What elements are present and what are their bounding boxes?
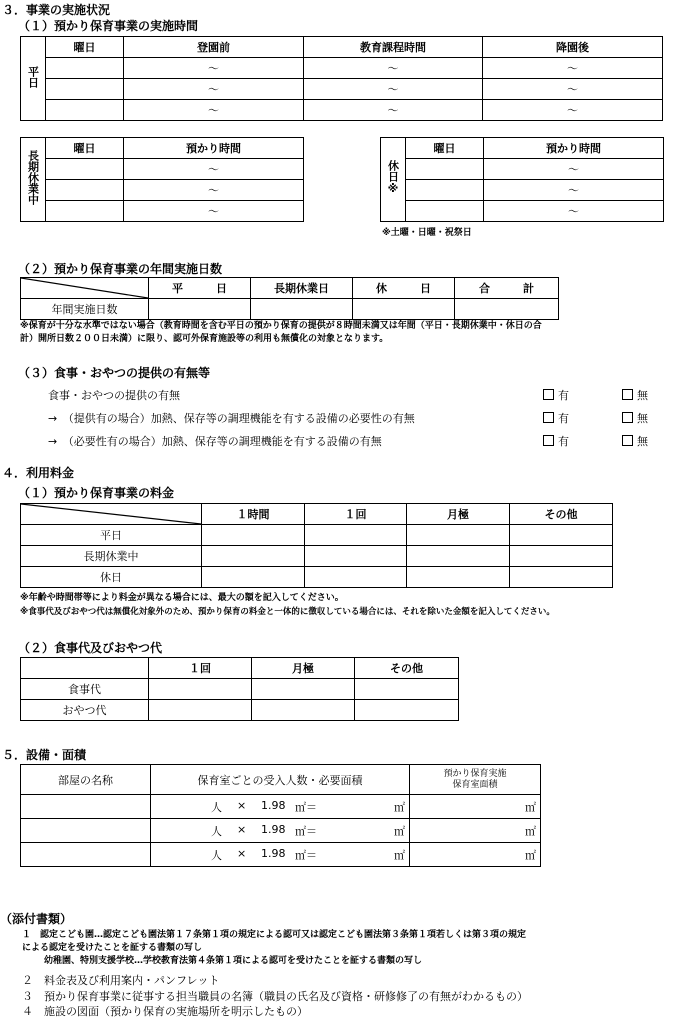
day-cell[interactable] <box>406 180 484 201</box>
day-cell[interactable] <box>46 79 124 100</box>
equipment-exists-label: → （必要性有の場合）加熱、保存等の調理機能を有する設備の有無 <box>48 435 382 448</box>
holiday-days-cell[interactable] <box>353 299 455 320</box>
header-day: 曜日 <box>46 138 124 159</box>
annual-days-table <box>20 277 559 320</box>
fee-cell[interactable] <box>202 546 305 567</box>
before-cell[interactable]: ～ <box>124 79 304 100</box>
day-cell[interactable] <box>46 180 124 201</box>
attachment-2: ２ 料金表及び利用案内・パンフレット <box>22 974 220 987</box>
equipment-need-no-option[interactable]: 無 <box>622 410 648 426</box>
table-row <box>21 201 304 222</box>
fee-cell[interactable] <box>305 525 407 546</box>
room-area-cell[interactable]: ㎡ <box>410 795 541 819</box>
capacity-cell[interactable]: 人 × 1.98 ㎡＝ ㎡ <box>151 843 410 867</box>
section4-1-title: （１）預かり保育事業の料金 <box>18 486 175 500</box>
holiday-table <box>380 137 664 222</box>
fee-cell[interactable] <box>355 700 459 721</box>
table-row <box>21 299 559 320</box>
time-cell[interactable]: ～ <box>484 180 664 201</box>
section5-title: ５．設備・面積 <box>2 748 87 762</box>
holiday-label: 休日※ <box>381 138 406 222</box>
fee-cell[interactable] <box>305 546 407 567</box>
meal-item-label: 食事・おやつの提供の有無 <box>48 389 180 402</box>
header-after: 降園後 <box>483 37 663 58</box>
attachment-3: ３ 預かり保育事業に従事する担当職員の名簿（職員の氏名及び資格・研修修了の有無がわかるもの） <box>22 990 528 1003</box>
header-total: 合 計 <box>455 278 559 299</box>
header-during: 教育課程時間 <box>304 37 483 58</box>
during-cell[interactable]: ～ <box>304 58 483 79</box>
table-row <box>21 100 663 121</box>
header-time: 預かり時間 <box>484 138 664 159</box>
row-label: 食事代 <box>21 679 149 700</box>
fee-cell[interactable] <box>510 525 613 546</box>
fee-note2: ※食事代及びおやつ代は無償化対象外のため、預かり保育の料金と一体的に徴収している場合には、それを除いた金額を記入してください。 <box>20 607 555 617</box>
during-cell[interactable]: ～ <box>304 79 483 100</box>
table-row <box>21 795 541 819</box>
row-label: 長期休業中 <box>21 546 202 567</box>
fee-cell[interactable] <box>149 700 252 721</box>
time-cell[interactable]: ～ <box>124 180 304 201</box>
header-monthly: 月極 <box>252 658 355 679</box>
checkbox-icon[interactable] <box>543 389 554 400</box>
row-label: 平日 <box>21 525 202 546</box>
checkbox-icon[interactable] <box>622 412 633 423</box>
section4-title: ４．利用料金 <box>2 466 75 480</box>
day-cell[interactable] <box>46 159 124 180</box>
total-days-cell[interactable] <box>455 299 559 320</box>
table-row <box>21 79 663 100</box>
table-row <box>21 159 304 180</box>
day-cell[interactable] <box>406 159 484 180</box>
weekday-label: 平日 <box>21 37 46 121</box>
time-cell[interactable]: ～ <box>124 159 304 180</box>
checkbox-icon[interactable] <box>543 435 554 446</box>
table-row <box>21 567 613 588</box>
before-cell[interactable]: ～ <box>124 58 304 79</box>
after-cell[interactable]: ～ <box>483 79 663 100</box>
checkbox-icon[interactable] <box>543 412 554 423</box>
section4-2-title: （２）食事代及びおやつ代 <box>18 641 163 655</box>
attachment-1-line3: 幼稚園、特別支援学校…学校教育法第４条第１項による認可を受けたことを証する書類の写し <box>44 956 423 966</box>
row-label: おやつ代 <box>21 700 149 721</box>
table-row <box>381 180 664 201</box>
table-row <box>21 843 541 867</box>
after-cell[interactable]: ～ <box>483 58 663 79</box>
diagonal-header-cell <box>21 278 149 299</box>
header-monthly: 月極 <box>407 504 510 525</box>
equipment-exists-yes-option[interactable]: 有 <box>543 433 569 449</box>
row-label: 休日 <box>21 567 202 588</box>
table-row <box>21 180 304 201</box>
equipment-exists-no-option[interactable]: 無 <box>622 433 648 449</box>
fee-table <box>20 503 613 588</box>
fee-cell[interactable] <box>407 567 510 588</box>
meal-no-option[interactable]: 無 <box>622 387 648 403</box>
row-label: 年間実施日数 <box>21 299 149 320</box>
section3-2-title: （２）預かり保育事業の年間実施日数 <box>18 262 223 276</box>
room-name-cell[interactable] <box>21 843 151 867</box>
fee-cell[interactable] <box>305 567 407 588</box>
header-per-visit: １回 <box>149 658 252 679</box>
attachment-4: ４ 施設の図面（預かり保育の実施場所を明示したもの） <box>22 1005 308 1018</box>
fee-cell[interactable] <box>407 525 510 546</box>
meal-yes-option[interactable]: 有 <box>543 387 569 403</box>
fee-cell[interactable] <box>202 525 305 546</box>
facility-area-table <box>20 764 541 867</box>
header-long-break: 長期休業日 <box>251 278 353 299</box>
table-row <box>21 819 541 843</box>
header-weekday: 平 日 <box>149 278 251 299</box>
header-room-name: 部屋の名称 <box>21 765 151 795</box>
weekday-hours-table <box>20 36 663 121</box>
header-before: 登園前 <box>124 37 304 58</box>
day-cell[interactable] <box>46 58 124 79</box>
table-row <box>21 679 459 700</box>
table-row <box>21 525 613 546</box>
day-cell[interactable] <box>46 100 124 121</box>
table-row <box>21 700 459 721</box>
table-row <box>381 159 664 180</box>
header-other: その他 <box>355 658 459 679</box>
long-break-label: 長期休業中 <box>21 138 46 222</box>
fee-cell[interactable] <box>510 546 613 567</box>
header-other: その他 <box>510 504 613 525</box>
room-area-cell[interactable]: ㎡ <box>410 819 541 843</box>
during-cell[interactable]: ～ <box>304 100 483 121</box>
fee-note1: ※年齢や時間帯等により料金が異なる場合には、最大の額を記入してください。 <box>20 593 344 603</box>
fee-cell[interactable] <box>252 700 355 721</box>
header-time: 預かり時間 <box>124 138 304 159</box>
capacity-cell[interactable]: 人 × 1.98 ㎡＝ ㎡ <box>151 795 410 819</box>
capacity-cell[interactable]: 人 × 1.98 ㎡＝ ㎡ <box>151 819 410 843</box>
section3-3-title: （３）食事・おやつの提供の有無等 <box>18 366 211 380</box>
table-row <box>21 58 663 79</box>
fee-cell[interactable] <box>149 679 252 700</box>
fee-cell[interactable] <box>202 567 305 588</box>
time-cell[interactable]: ～ <box>124 201 304 222</box>
day-cell[interactable] <box>46 201 124 222</box>
long-break-days-cell[interactable] <box>251 299 353 320</box>
time-cell[interactable]: ～ <box>484 201 664 222</box>
day-cell[interactable] <box>406 201 484 222</box>
room-name-cell[interactable] <box>21 819 151 843</box>
room-name-cell[interactable] <box>21 795 151 819</box>
equipment-need-yes-option[interactable]: 有 <box>543 410 569 426</box>
annual-note-line2: 計）開所日数２００日未満）に限り、認可外保育施設等の利用も無償化の対象となります。 <box>20 334 389 344</box>
annual-note-line1: ※保育が十分な水準ではない場合（教育時間を含む平日の預かり保育の提供が８時間未満又は年間（平日・長期休業中・休日の合 <box>20 321 542 331</box>
header-room-area: 預かり保育実施 保育室面積 <box>410 765 541 795</box>
table-row <box>381 201 664 222</box>
diagonal-header-cell <box>21 504 202 525</box>
long-break-table <box>20 137 304 222</box>
after-cell[interactable]: ～ <box>483 100 663 121</box>
meal-fee-table <box>20 657 459 721</box>
header-holiday: 休 日 <box>353 278 455 299</box>
equipment-need-label: → （提供有の場合）加熱、保存等の調理機能を有する設備の必要性の有無 <box>48 412 415 425</box>
attachment-1-line1: １ 認定こども園…認定こども園法第１７条第１項の規定による認可又は認定こども園法第３条第１項若しくは第３項の規定 <box>22 930 527 940</box>
time-cell[interactable]: ～ <box>484 159 664 180</box>
section3-title: ３．事業の実施状況 <box>2 3 111 17</box>
attachment-1-line2: による認定を受けたことを証する書類の写し <box>22 943 203 953</box>
table-row <box>21 546 613 567</box>
fee-cell[interactable] <box>407 546 510 567</box>
holiday-note: ※土曜・日曜・祝祭日 <box>382 228 472 238</box>
header-per-hour: １時間 <box>202 504 305 525</box>
header-day: 曜日 <box>406 138 484 159</box>
attachments-title: （添付書類） <box>0 912 73 926</box>
section3-1-title: （１）預かり保育事業の実施時間 <box>18 19 199 33</box>
checkbox-icon[interactable] <box>622 435 633 446</box>
header-day: 曜日 <box>46 37 124 58</box>
before-cell[interactable]: ～ <box>124 100 304 121</box>
checkbox-icon[interactable] <box>622 389 633 400</box>
weekday-days-cell[interactable] <box>149 299 251 320</box>
room-area-cell[interactable]: ㎡ <box>410 843 541 867</box>
fee-cell[interactable] <box>510 567 613 588</box>
fee-cell[interactable] <box>355 679 459 700</box>
header-capacity-area: 保育室ごとの受入人数・必要面積 <box>151 765 410 795</box>
header-blank <box>21 658 149 679</box>
header-per-visit: １回 <box>305 504 407 525</box>
fee-cell[interactable] <box>252 679 355 700</box>
